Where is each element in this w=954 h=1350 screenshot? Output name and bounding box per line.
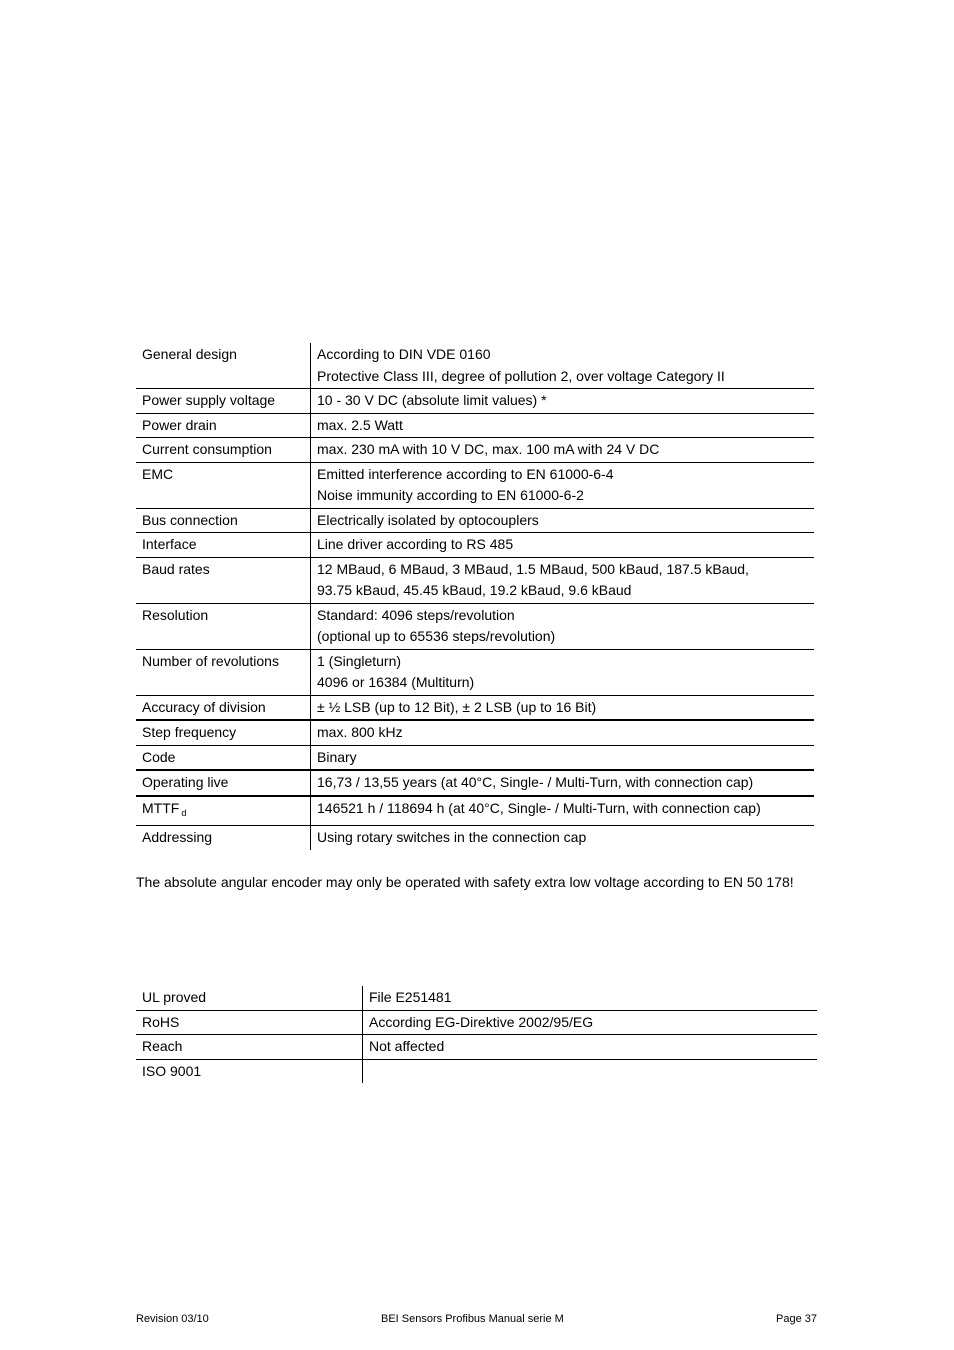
spec-row [136,770,814,796]
spec-value [311,695,815,720]
spec-value-line: 1 (Singleturn) [317,652,402,669]
spec-value [311,462,815,508]
certifications-table [136,986,817,1083]
spec-row [136,720,814,745]
spec-row [136,438,814,463]
spec-label-text: Number of revolutions [142,652,279,669]
spec-label [136,649,311,695]
spec-row [136,508,814,533]
spec-value-line: 4096 or 16384 (Multiturn) [317,674,475,690]
spec-row [136,745,814,770]
spec-row [136,533,814,558]
spec-row [136,695,814,720]
spec-label-text: Addressing [142,829,213,845]
spec-value [311,557,815,603]
spec-value-line: Emitted interference according to EN 61000-6-4 [317,465,614,482]
cert-row [136,1035,817,1060]
cert-label: UL proved [136,986,363,1010]
spec-label [136,438,311,463]
cert-value [363,1059,818,1083]
spec-value [311,343,815,389]
specifications-table [136,343,814,850]
spec-label-text: MTTF [142,799,180,816]
spec-label [136,720,311,745]
spec-value [311,745,815,770]
spec-value-line: 10 - 30 V DC (absolute limit values) * [317,392,547,408]
spec-value [311,389,815,414]
spec-label [136,695,311,720]
spec-row [136,462,814,508]
spec-value [311,603,815,649]
spec-label [136,533,311,558]
spec-row [136,649,814,695]
spec-value-line: Noise immunity according to EN 61000-6-2 [317,487,584,503]
spec-label-text: Bus connection [142,511,238,528]
spec-label [136,557,311,603]
spec-value-line: ± ½ LSB (up to 12 Bit), ± 2 LSB (up to 16 Bit) [317,698,597,715]
cert-row [136,986,817,1010]
spec-label-text: Interface [142,536,197,552]
spec-value-line: Using rotary switches in the connection cap [317,829,587,845]
spec-label [136,413,311,438]
spec-value [311,508,815,533]
spec-row [136,343,814,389]
spec-value-line: max. 800 kHz [317,724,403,740]
spec-value-line: Binary [317,748,357,765]
spec-row [136,413,814,438]
spec-label-text: Code [142,748,176,765]
spec-value-line: According to DIN VDE 0160 [317,346,491,362]
spec-label-text: General design [142,346,237,362]
spec-value [311,438,815,463]
spec-label-text: Operating live [142,774,229,790]
spec-value-line: 146521 h / 118694 h (at 40°C, Single- / Multi-Turn, with connection cap) [317,799,761,816]
cert-row [136,1059,817,1083]
spec-label [136,826,311,850]
cert-label: ISO 9001 [136,1059,363,1083]
safety-note: The absolute angular encoder may only be operated with safety extra low voltage according to EN 50 178! [136,874,794,890]
spec-value [311,770,815,796]
footer-manual-title: BEI Sensors Profibus Manual serie M [381,1313,564,1325]
spec-row [136,389,814,414]
spec-value-line: Protective Class III, degree of pollution 2, over voltage Category II [317,367,725,384]
spec-value-line: 12 MBaud, 6 MBaud, 3 MBaud, 1.5 MBaud, 500 kBaud, 187.5 kBaud, [317,560,749,577]
spec-value [311,796,815,826]
spec-value [311,533,815,558]
spec-label-text: Accuracy of division [142,698,266,715]
spec-label-subscript: d [181,807,187,818]
spec-value-line: Standard: 4096 steps/revolution [317,606,515,623]
spec-label [136,603,311,649]
spec-label-text: Power supply voltage [142,392,276,408]
spec-value [311,826,815,850]
spec-row [136,826,814,850]
spec-value-line: 16,73 / 13,55 years (at 40°C, Single- / Multi-Turn, with connection cap) [317,774,754,790]
spec-label [136,508,311,533]
footer-page-number: Page 37 [776,1313,817,1325]
spec-label [136,389,311,414]
spec-label [136,770,311,796]
spec-label [136,462,311,508]
spec-value-line: max. 2.5 Watt [317,416,403,433]
spec-row [136,603,814,649]
spec-value [311,720,815,745]
cert-row [136,1010,817,1035]
spec-row [136,557,814,603]
page-footer [136,1313,817,1327]
cert-label: RoHS [136,1010,363,1035]
spec-value-line: (optional up to 65536 steps/revolution) [317,628,556,644]
spec-value [311,649,815,695]
spec-value-line: 93.75 kBaud, 45.45 kBaud, 19.2 kBaud, 9.6 kBaud [317,582,632,598]
spec-label-text: Resolution [142,606,209,623]
spec-label-text: EMC [142,465,174,482]
spec-label [136,343,311,389]
spec-row [136,796,814,826]
spec-value-line: Electrically isolated by optocouplers [317,511,539,528]
spec-value-line: max. 230 mA with 10 V DC, max. 100 mA with 24 V DC [317,441,660,457]
cert-value: Not affected [369,1038,445,1054]
spec-label-text: Baud rates [142,560,210,577]
spec-label-text: Step frequency [142,724,237,740]
cert-value: According EG-Direktive 2002/95/EG [369,1013,594,1030]
spec-value-line: Line driver according to RS 485 [317,536,514,552]
footer-revision: Revision 03/10 [136,1313,209,1325]
spec-value [311,413,815,438]
spec-label [136,745,311,770]
cert-label: Reach [136,1035,363,1060]
spec-label-text: Current consumption [142,441,272,457]
cert-value: File E251481 [369,989,452,1005]
spec-label-text: Power drain [142,416,217,433]
spec-label [136,796,311,826]
